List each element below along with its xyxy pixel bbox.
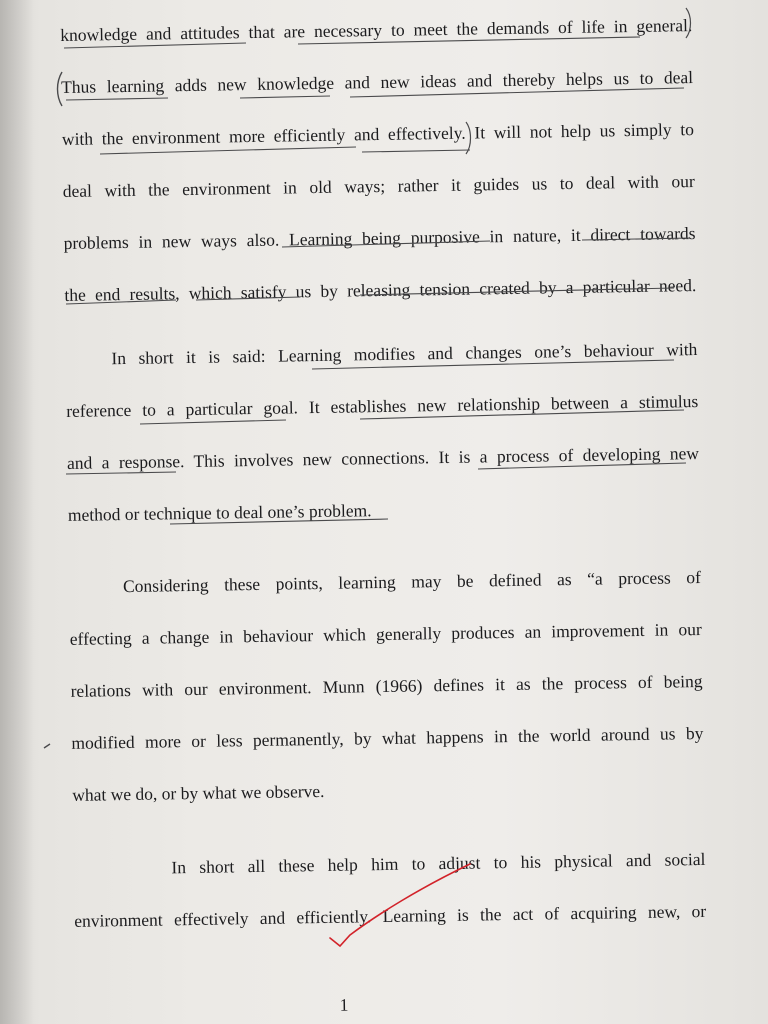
page-number: 1 bbox=[339, 994, 349, 1015]
page-edge-shadow bbox=[0, 0, 34, 1024]
text-line: Considering these points, learning may be defined as “a process of bbox=[122, 567, 702, 597]
text-line: method or technique to deal one’s problem. bbox=[67, 500, 372, 525]
document-text bbox=[60, 4, 707, 1015]
pencil-mark bbox=[44, 744, 50, 748]
text-line: In short it is said: Learning modifies and changes one’s behaviour with bbox=[111, 339, 698, 369]
pencil-underline bbox=[140, 420, 286, 424]
pencil-underline bbox=[66, 98, 168, 100]
text-line: and a response. This involves new connections. It is a process of developing new bbox=[66, 443, 700, 473]
text-line: environment effectively and efficiently. Learning is the act of acquiring new, or bbox=[74, 900, 707, 931]
text-line: modified more or less permanently, by what happens in the world around us by bbox=[71, 722, 704, 753]
text-line: relations with our environment. Munn (1966) defines it as the process of being bbox=[70, 670, 703, 701]
text-line: reference to a particular goal. It establishes new relationship between a stimulus bbox=[66, 391, 699, 421]
text-line: what we do, or by what we observe. bbox=[72, 780, 325, 805]
text-line: with the environment more efficiently and effectively. It will not help us simply to bbox=[61, 119, 695, 149]
pencil-underline bbox=[362, 150, 470, 152]
text-line: In short all these help him to adjust to his physical and social bbox=[171, 848, 706, 878]
text-line: the end results, which satisfy us by releasing tension created by a particular need. bbox=[64, 275, 697, 305]
text-line: problems in new ways also. Learning being purposive in nature, it direct towards bbox=[63, 223, 696, 253]
text-line: knowledge and attitudes that are necessary to meet the demands of life in general. bbox=[60, 15, 693, 45]
text-line: effecting a change in behaviour which generally produces an improvement in our bbox=[69, 618, 702, 649]
pencil-underline bbox=[240, 96, 330, 98]
text-line: deal with the environment in old ways; rather it guides us to deal with our bbox=[62, 171, 695, 201]
text-line: Thus learning adds new knowledge and new ideas and thereby helps us to deal bbox=[60, 67, 694, 97]
